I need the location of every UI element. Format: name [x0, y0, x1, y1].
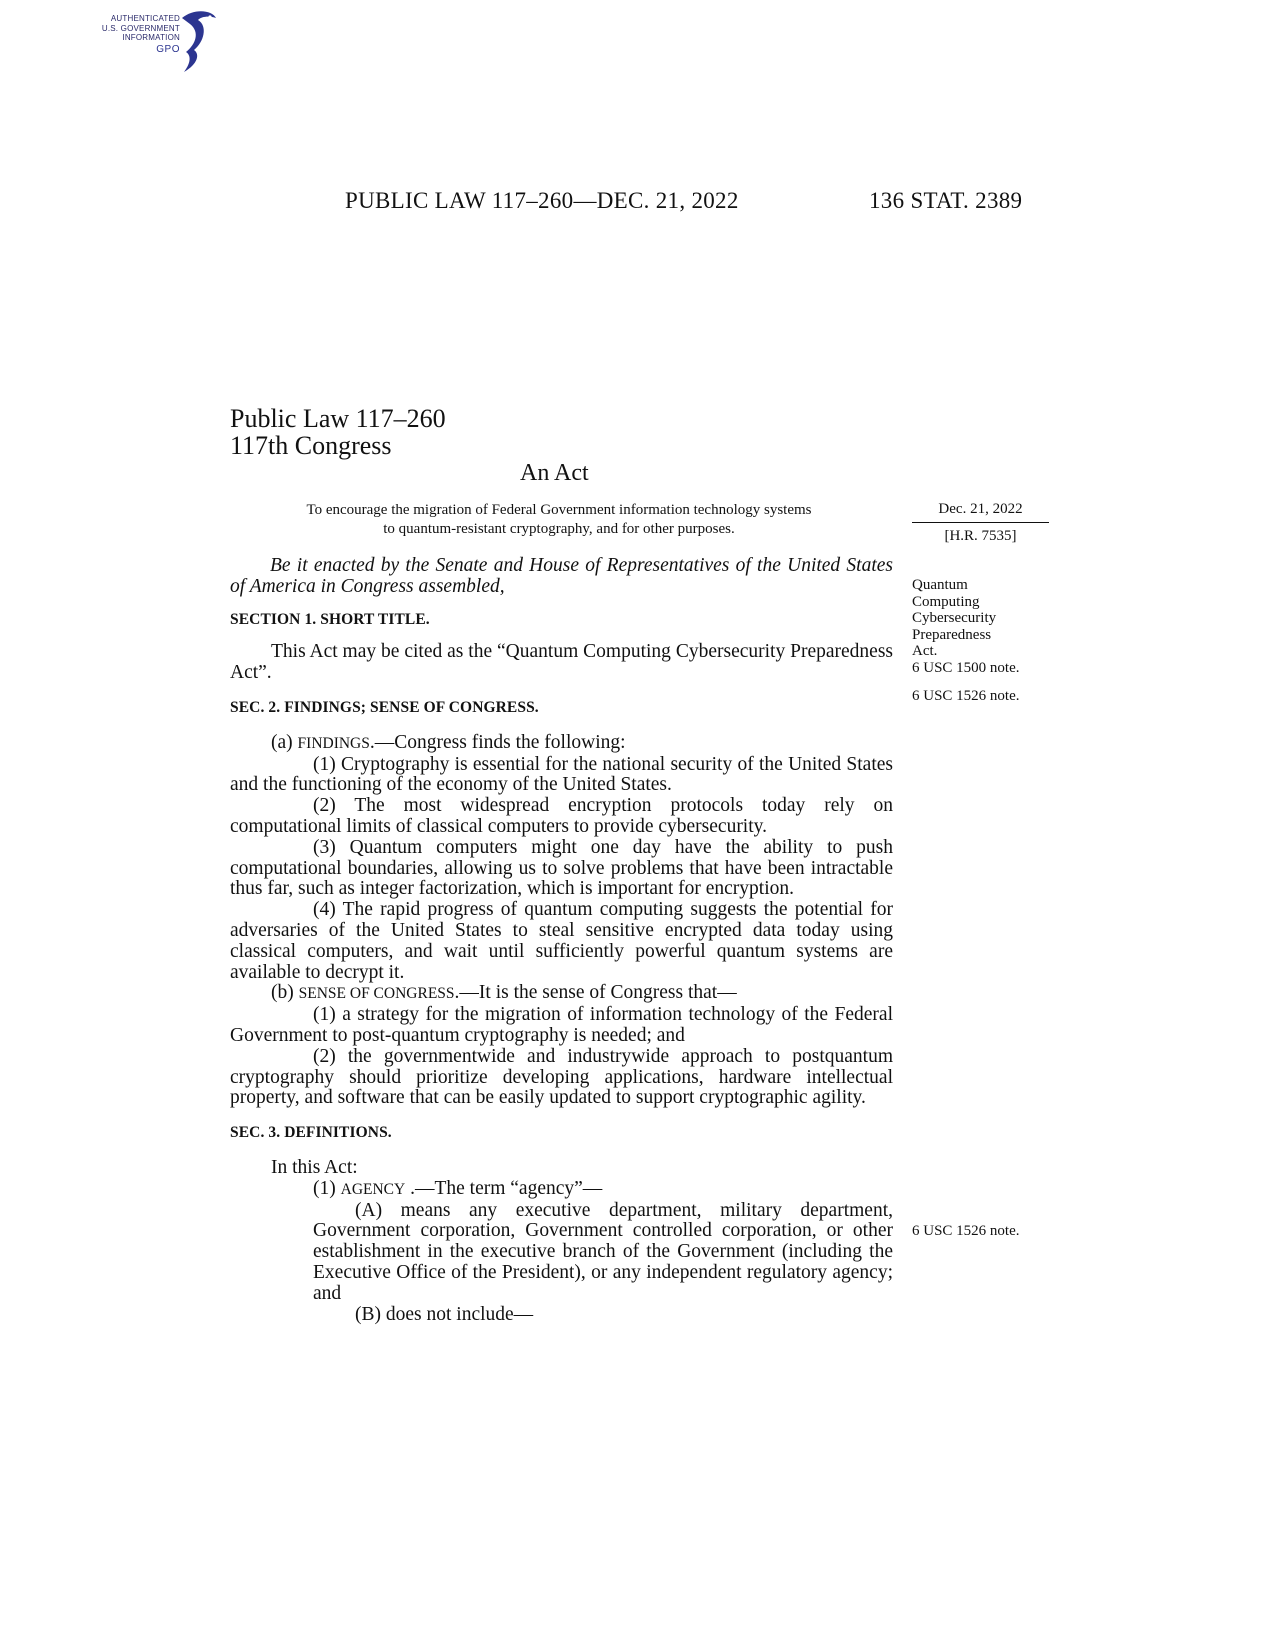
act-body	[230, 556, 893, 1325]
margin-note-short-title	[912, 577, 1062, 676]
statute-page-number: 136 STAT. 2389	[869, 188, 1023, 213]
subsection-a-label: (a)	[271, 731, 298, 753]
margin-note-line: Computing	[912, 593, 980, 610]
subsection-a-heading: FINDINGS	[297, 734, 370, 752]
subsection-a	[230, 733, 893, 755]
subsection-b-label: (b)	[271, 982, 299, 1004]
margin-note-usc-1526-sec3: 6 USC 1526 note.	[912, 1223, 1020, 1239]
definition-agency-label: (1)	[313, 1177, 341, 1199]
enactment-date-block	[912, 501, 1049, 545]
public-law-title	[230, 405, 446, 459]
eagle-icon	[172, 8, 222, 78]
definition-agency-text: .—The term “agency”—	[405, 1177, 603, 1199]
subsection-a-text: .—Congress finds the following:	[369, 731, 626, 753]
public-law-number: Public Law 117–260	[230, 404, 446, 433]
short-title-text: This Act may be cited as the “Quantum Computing Cybersecurity Preparedness Act”.	[230, 641, 893, 684]
definition-agency	[230, 1179, 893, 1201]
section-3-heading: SEC. 3. DEFINITIONS.	[230, 1124, 392, 1142]
logo-gpo-mark: GPO	[156, 44, 180, 55]
congress-number: 117th Congress	[230, 431, 392, 460]
finding-2: (2) The most widespread encryption protocols today rely on computational limits of classical computers to provide cybersecurity.	[230, 795, 893, 837]
margin-note-line: Cybersecurity	[912, 610, 997, 626]
purpose-line-1: To encourage the migration of Federal Government information technology systems	[306, 502, 812, 518]
definition-agency-b: (B) does not include—	[355, 1303, 534, 1325]
subsection-b	[230, 983, 893, 1005]
purpose-line-2: to quantum-resistant cryptography, and for other purposes.	[383, 521, 735, 537]
running-header: PUBLIC LAW 117–260—DEC. 21, 2022	[345, 188, 739, 213]
margin-note-usc-1500: 6 USC 1500 note.	[912, 659, 1020, 676]
definitions-intro: In this Act:	[271, 1156, 358, 1178]
definition-agency-a: (A) means any executive department, military department, Government corporation, Government controlled corporation, or other establishment in the executive branch of the Government (including the Executive Office of the President), or any independent regulatory agency; and	[313, 1199, 893, 1304]
sense-1: (1) a strategy for the migration of information technology of the Federal Government to post-quantum cryptography is needed; and	[230, 1004, 893, 1046]
margin-note-usc-1526-sec2: 6 USC 1526 note.	[912, 688, 1020, 704]
margin-note-line: Preparedness	[912, 626, 992, 643]
gpo-authentication-logo	[92, 8, 232, 78]
finding-1: (1) Cryptography is essential for the national security of the United States and the functioning of the economy of the United States.	[230, 753, 893, 796]
enacting-clause: Be it enacted by the Senate and House of Representatives of the United States of America in Congress assembled,	[230, 555, 893, 597]
subsection-b-text: .—It is the sense of Congress that—	[454, 982, 737, 1004]
section-2-heading: SEC. 2. FINDINGS; SENSE OF CONGRESS.	[230, 698, 539, 716]
margin-note-line: Act.	[912, 643, 938, 659]
definition-agency-term: AGENCY	[340, 1180, 406, 1198]
section-1-heading: SECTION 1. SHORT TITLE.	[230, 610, 430, 628]
enactment-date: Dec. 21, 2022	[912, 501, 1049, 523]
act-purpose	[230, 501, 888, 539]
logo-line-3: INFORMATION	[122, 33, 180, 42]
margin-note-line: Quantum	[912, 577, 968, 593]
logo-line-1: AUTHENTICATED	[110, 14, 180, 23]
logo-text	[102, 14, 180, 43]
finding-3: (3) Quantum computers might one day have the ability to push computational boundaries, allowing us to solve problems that have been intractable thus far, such as integer factorization, which is important for encryption.	[230, 836, 893, 900]
logo-line-2: U.S. GOVERNMENT	[101, 23, 180, 33]
act-heading: An Act	[520, 460, 589, 486]
sense-2: (2) the governmentwide and industrywide approach to postquantum cryptography should prioritize developing applications, hardware intellectual property, and software that can be easily updated to support cryptographic agility.	[230, 1045, 893, 1109]
subsection-b-heading: SENSE OF CONGRESS	[298, 985, 455, 1003]
bill-number: [H.R. 7535]	[944, 528, 1017, 544]
finding-4: (4) The rapid progress of quantum computing suggests the potential for adversaries of the United States to steal sensitive encrypted data today using classical computers, and wait until sufficiently powerful quantum systems are available to decrypt it.	[230, 899, 893, 983]
